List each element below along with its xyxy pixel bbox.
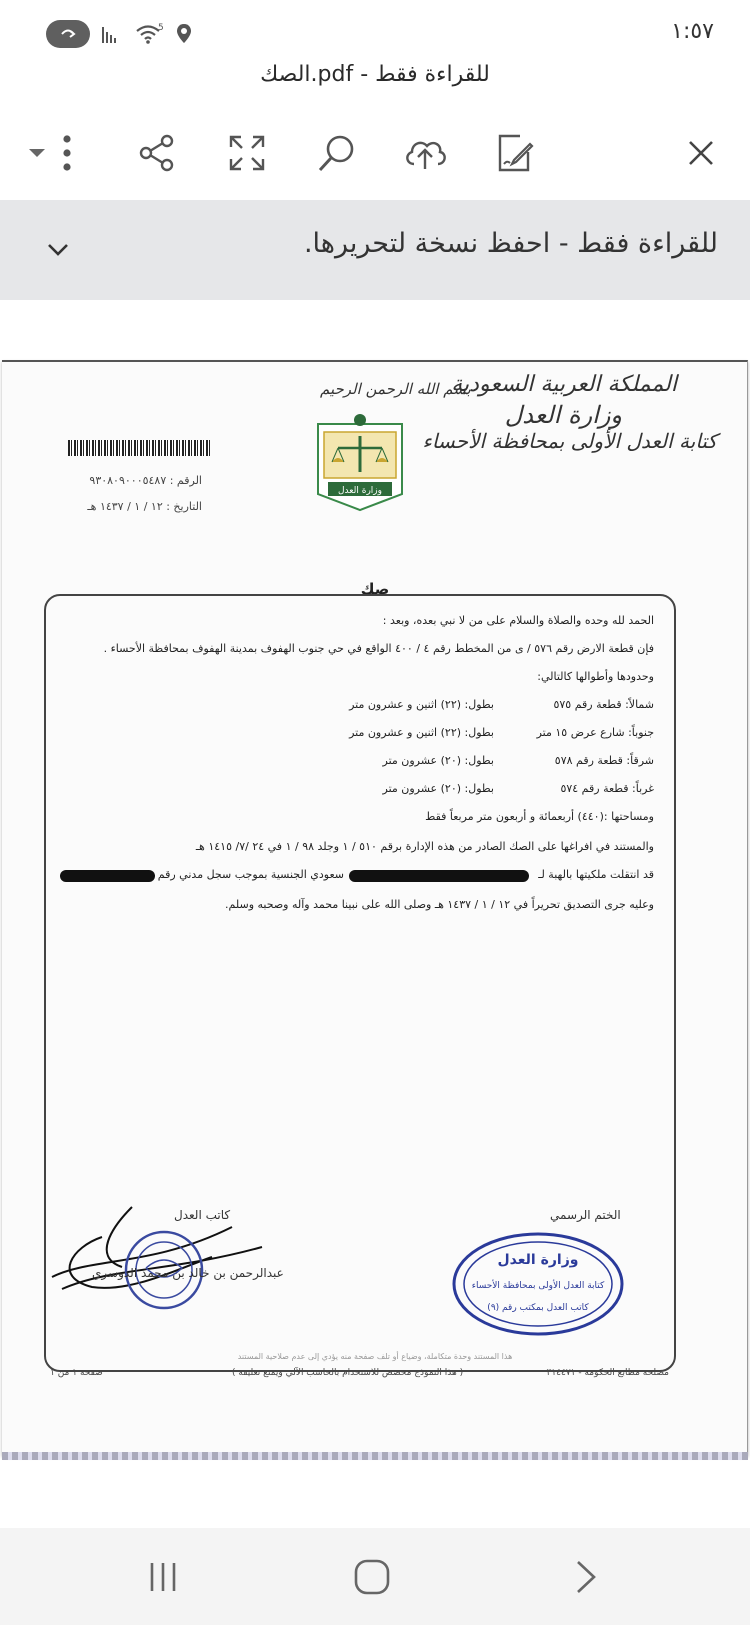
doc-date: التاريخ : ١٢ / ١ / ١٤٣٧ هـ [87, 500, 202, 513]
barcode [68, 440, 210, 456]
header-ministry: وزارة العدل [504, 401, 622, 429]
line-area: ومساحتها :(٤٤٠) أربعمائة و أربعون متر مربعاً فقط [425, 810, 654, 823]
east-direction: شرقاً: قطعة رقم ٥٧٨ [554, 754, 654, 767]
line-transfer-b: سعودي الجنسية بموجب سجل مدني رقم [157, 868, 344, 881]
north-direction: شمالاً: قطعة رقم ٥٧٥ [553, 698, 654, 711]
official-stamp [450, 1230, 626, 1338]
home-icon[interactable] [342, 1552, 402, 1602]
back-icon[interactable] [556, 1552, 616, 1602]
doc-number: الرقم : ٩٣٠٨٠٩٠٠٠٥٤٨٧ [89, 474, 202, 487]
page-bottom-edge [2, 1452, 748, 1460]
notary-label: كاتب العدل [174, 1208, 231, 1222]
share-icon[interactable] [130, 126, 184, 180]
form-note: ( هذا النموذج مخصص للاستخدام بالحاسب الآلي ويمنع تغليفه ) [232, 1368, 464, 1378]
location-icon [174, 22, 194, 46]
edit-icon[interactable] [488, 126, 542, 180]
chevron-down-icon[interactable] [38, 230, 78, 270]
navigation-bar [0, 1528, 750, 1625]
redaction-name [349, 870, 529, 882]
north-length: بطول: (٢٢) اثنين و عشرون متر [349, 698, 494, 711]
document-page[interactable] [2, 360, 748, 1455]
wifi-icon [134, 22, 164, 46]
header-notary-office: كتابة العدل الأولى بمحافظة الأحساء [422, 429, 717, 453]
read-only-banner [0, 200, 750, 300]
redaction-id [60, 870, 155, 882]
ministry-logo-icon [310, 410, 410, 514]
notary-name: عبدالرحمن بن خالد بن محمد الدوسري [92, 1266, 284, 1280]
line-boundaries: وحدودها وأطوالها كالتالي: [537, 670, 654, 683]
west-direction: غرباً: قطعة رقم ٥٧٤ [560, 782, 654, 795]
file-title: الصك.pdf - للقراءة فقط [260, 62, 490, 87]
doc-title: صك [360, 580, 390, 598]
basmala: بسم الله الرحمن الرحيم [320, 380, 471, 398]
line-closing: وعليه جرى التصديق تحريراً في ١٢ / ١ / ١٤٣٧ هـ وصلى الله على نبينا محمد وآله وصحبه وسلم. [225, 898, 654, 911]
more-icon[interactable] [40, 126, 94, 180]
doc-footnote: هذا المستند وحدة متكاملة، وضياع أو تلف صفحة منه يؤدي إلى عدم صلاحية المستند [237, 1352, 513, 1361]
status-bar [0, 0, 750, 70]
official-seal-label: الختم الرسمي [550, 1208, 621, 1222]
page-count: صفحة ١ من ١ [50, 1368, 103, 1378]
line-transfer-a: قد انتقلت ملكيتها بالهبة لـ [538, 868, 654, 881]
west-length: بطول: (٢٠) عشرون متر [382, 782, 494, 795]
banner-text: للقراءة فقط - احفظ نسخة لتحريرها. [303, 228, 718, 259]
line-source: والمستند في افراغها على الصك الصادر من هذه الإدارة برقم ٥١٠ / ١ وجلد ٩٨ / ١ في ٢٤ /٧/ ١٤١٥ هـ [195, 840, 654, 853]
printer-note: مصلحة مطابع الحكومة - ٣١٤٤٧١ [546, 1368, 669, 1378]
status-time: ١:٥٧ [671, 19, 714, 44]
status-icons [46, 20, 194, 48]
signal-bars-icon [100, 23, 124, 45]
line-praise: الحمد لله وحده والصلاة والسلام على من لا نبي بعده، وبعد : [382, 614, 654, 627]
recent-apps-icon[interactable] [133, 1552, 193, 1602]
fullscreen-icon[interactable] [220, 126, 274, 180]
close-icon[interactable] [674, 126, 728, 180]
search-icon[interactable] [310, 126, 364, 180]
toolbar [0, 118, 750, 188]
cloud-upload-icon[interactable] [398, 126, 452, 180]
stamp-line-notary: كاتب العدل بمكتب رقم (٩) [487, 1303, 589, 1313]
header-kingdom: المملكة العربية السعودية [451, 372, 677, 397]
south-length: بطول: (٢٢) اثنين و عشرون متر [349, 726, 494, 739]
stamp-line-ministry: وزارة العدل [497, 1252, 579, 1268]
swipe-badge-icon [46, 20, 90, 48]
svg-text:5: 5 [158, 23, 164, 33]
south-direction: جنوباً: شارع عرض ١٥ متر [536, 726, 654, 739]
line-plot: فإن قطعة الارض رقم ٥٧٦ / ى من المخطط رقم ٤ / ٤٠٠ الواقع في حي جنوب الهفوف بمدينة الهفوف بمحافظة الأحساء . [103, 642, 654, 655]
east-length: بطول: (٢٠) عشرون متر [382, 754, 494, 767]
stamp-line-office: كتابة العدل الأولى بمحافظة الأحساء [471, 1281, 605, 1291]
logo-text: وزارة العدل [338, 486, 382, 496]
